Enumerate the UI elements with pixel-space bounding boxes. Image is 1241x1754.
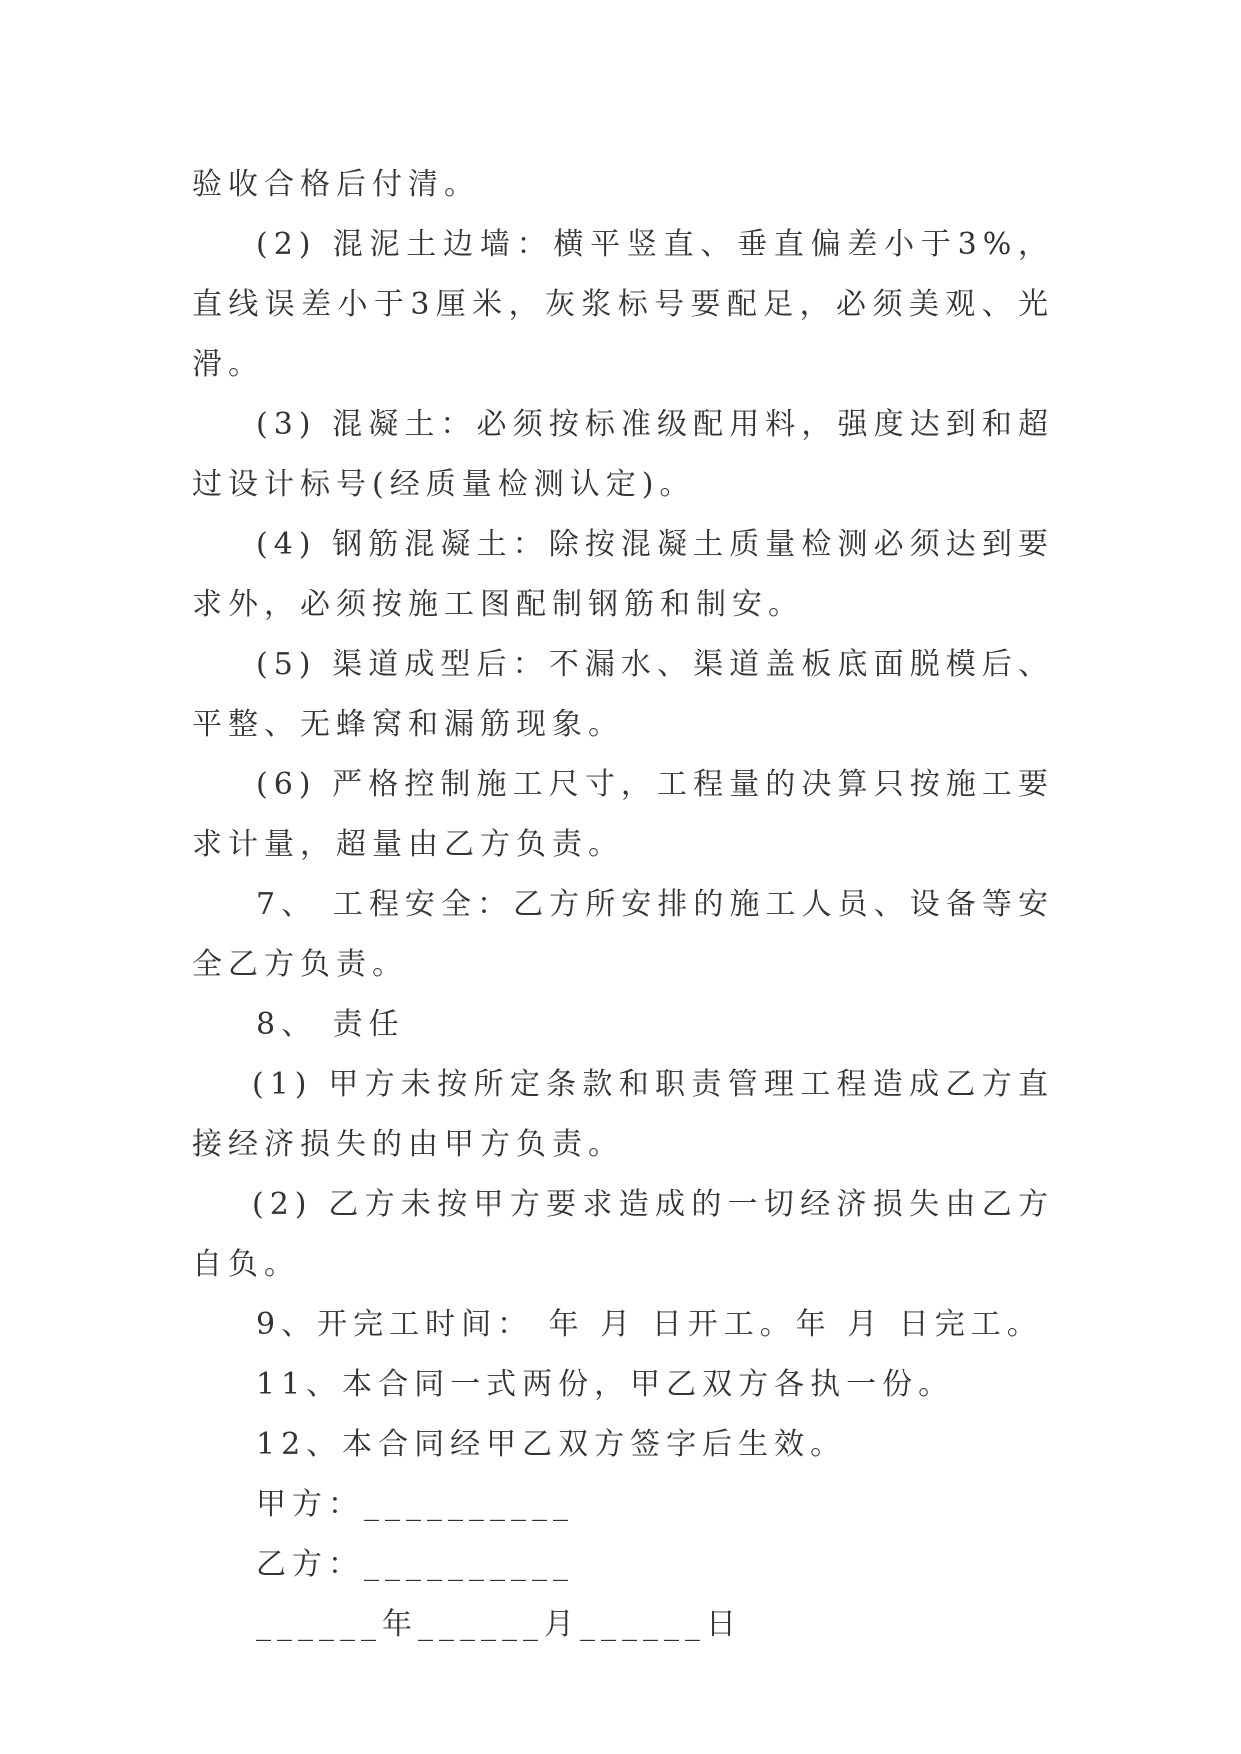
paragraph-reinforced-concrete: (4) 钢筋混凝土：除按混凝土质量检测必须达到要求外，必须按施工图配制钢筋和制安。	[192, 527, 1054, 622]
paragraph-size-control: (6) 严格控制施工尺寸，工程量的决算只按施工要求计量，超量由乙方负责。	[192, 767, 1054, 862]
paragraph-side-wall: (2) 混泥土边墙：横平竖直、垂直偏差小于3%，直线误差小于3厘米，灰浆标号要配足，必须美观、光滑。	[192, 227, 1054, 382]
paragraph-concrete: (3) 混凝土：必须按标准级配用料，强度达到和超过设计标号(经质量检测认定)。	[192, 407, 1054, 502]
paragraph-responsibility-heading: 8、 责任	[256, 1007, 405, 1042]
document-page	[192, 155, 1054, 1655]
paragraph-schedule: 9、开完工时间： 年 月 日开工。年 月 日完工。	[256, 1307, 1043, 1342]
signature-party-b: 乙方：__________	[256, 1547, 574, 1582]
paragraph-party-b-responsibility: (2) 乙方未按甲方要求造成的一切经济损失由乙方自负。	[192, 1187, 1054, 1282]
signature-party-a: 甲方：__________	[256, 1487, 574, 1522]
paragraph-effective: 12、本合同经甲乙双方签字后生效。	[256, 1427, 847, 1462]
paragraph-party-a-responsibility: (1) 甲方未按所定条款和职责管理工程造成乙方直接经济损失的由甲方负责。	[192, 1067, 1054, 1162]
paragraph-payment-end: 验收合格后付清。	[192, 167, 480, 202]
paragraph-copies: 11、本合同一式两份，甲乙双方各执一份。	[256, 1367, 955, 1402]
signature-date: ______年______月______日	[256, 1607, 742, 1642]
paragraph-safety: 7、 工程安全：乙方所安排的施工人员、设备等安全乙方负责。	[192, 887, 1054, 982]
paragraph-channel-forming: (5) 渠道成型后：不漏水、渠道盖板底面脱模后、平整、无蜂窝和漏筋现象。	[192, 647, 1054, 742]
